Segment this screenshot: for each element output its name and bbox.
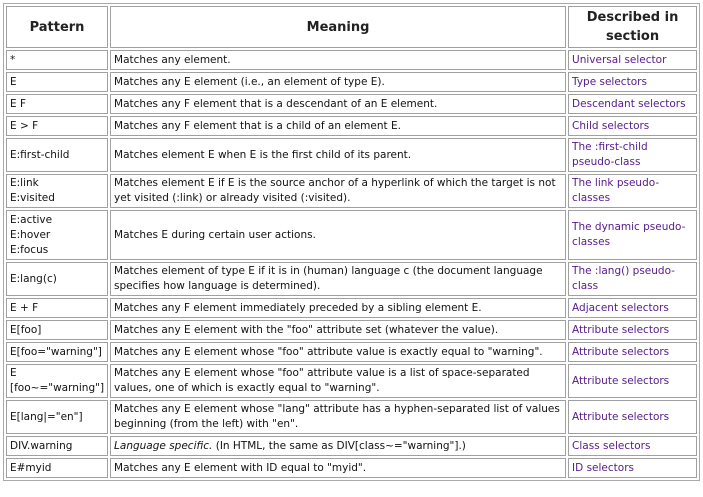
pattern-text: * bbox=[10, 53, 16, 66]
table-row bbox=[6, 342, 697, 362]
meaning-cell: Matches any E element with ID equal to "myid". bbox=[110, 458, 566, 478]
table-row bbox=[6, 436, 697, 456]
header-pattern: Pattern bbox=[6, 6, 108, 48]
section-link[interactable]: Type selectors bbox=[572, 75, 647, 88]
pattern-cell bbox=[6, 50, 108, 70]
pattern-cell bbox=[6, 436, 108, 456]
table-row bbox=[6, 174, 697, 208]
section-link[interactable]: Attribute selectors bbox=[572, 323, 670, 336]
meaning-cell: Matches any E element whose "foo" attribute value is exactly equal to "warning". bbox=[110, 342, 566, 362]
pattern-text: E:lang(c) bbox=[10, 272, 57, 285]
section-cell bbox=[568, 174, 697, 208]
meaning-cell: Matches element of type E if it is in (human) language c (the document language specifies how language is determined). bbox=[110, 262, 566, 296]
pattern-cell bbox=[6, 138, 108, 172]
pattern-cell bbox=[6, 210, 108, 260]
meaning-cell: Matches any element. bbox=[110, 50, 566, 70]
pattern-cell bbox=[6, 342, 108, 362]
section-cell bbox=[568, 116, 697, 136]
section-link[interactable]: The dynamic pseudo-classes bbox=[572, 221, 686, 248]
meaning-cell: Matches any E element whose "foo" attribute value is a list of space-separated values, one of which is exactly equal to "warning". bbox=[110, 364, 566, 398]
section-cell bbox=[568, 298, 697, 318]
section-cell bbox=[568, 320, 697, 340]
pattern-text: E[foo="warning"] bbox=[10, 345, 102, 358]
section-link[interactable]: Class selectors bbox=[572, 439, 651, 452]
meaning-cell: Matches element E when E is the first child of its parent. bbox=[110, 138, 566, 172]
pattern-cell bbox=[6, 262, 108, 296]
pattern-text: E F bbox=[10, 97, 27, 110]
section-cell bbox=[568, 342, 697, 362]
meaning-cell: Matches any F element immediately preceded by a sibling element E. bbox=[110, 298, 566, 318]
meaning-cell: Matches any E element whose "lang" attribute has a hyphen-separated list of values beginning (from the left) with "en". bbox=[110, 400, 566, 434]
header-section bbox=[568, 6, 697, 48]
section-link[interactable]: Adjacent selectors bbox=[572, 301, 669, 314]
pattern-text: E[foo] bbox=[10, 323, 42, 336]
pattern-text: E bbox=[10, 75, 17, 88]
pattern-cell bbox=[6, 116, 108, 136]
pattern-text: E:first-child bbox=[10, 148, 70, 161]
section-cell bbox=[568, 72, 697, 92]
section-cell bbox=[568, 138, 697, 172]
section-link[interactable]: Attribute selectors bbox=[572, 374, 670, 387]
meaning-cell: Matches any E element with the "foo" attribute set (whatever the value). bbox=[110, 320, 566, 340]
section-cell bbox=[568, 458, 697, 478]
table-row bbox=[6, 50, 697, 70]
pattern-cell bbox=[6, 72, 108, 92]
pattern-text: E:visited bbox=[10, 192, 55, 204]
meaning-cell: Matches element E if E is the source anchor of a hyperlink of which the target is not yet visited (:link) or already visited (:visited). bbox=[110, 174, 566, 208]
pattern-text: [foo~="warning"] bbox=[10, 382, 105, 394]
table-row bbox=[6, 210, 697, 260]
section-cell bbox=[568, 400, 697, 434]
pattern-text: E:focus bbox=[10, 243, 49, 256]
section-link[interactable]: Descendant selectors bbox=[572, 97, 686, 110]
pattern-text: E > F bbox=[10, 119, 39, 132]
section-link[interactable]: The link pseudo-classes bbox=[572, 177, 660, 204]
pattern-text: E:link bbox=[10, 177, 39, 189]
table-row bbox=[6, 94, 697, 114]
meaning-cell: Matches any E element (i.e., an element of type E). bbox=[110, 72, 566, 92]
selector-table-wrapper bbox=[3, 3, 700, 481]
table-row bbox=[6, 458, 697, 478]
section-cell bbox=[568, 262, 697, 296]
table-row bbox=[6, 298, 697, 318]
pattern-text: E:hover bbox=[10, 228, 51, 241]
section-link[interactable]: ID selectors bbox=[572, 461, 634, 474]
pattern-cell bbox=[6, 174, 108, 208]
section-cell bbox=[568, 436, 697, 456]
pattern-text: E[lang|="en"] bbox=[10, 410, 83, 423]
header-section-line2: section bbox=[605, 29, 660, 44]
pattern-cell bbox=[6, 320, 108, 340]
section-cell bbox=[568, 364, 697, 398]
selector-pattern-table bbox=[3, 3, 700, 481]
meaning-text: (In HTML, the same as DIV[class~="warning"].) bbox=[212, 439, 466, 452]
section-link[interactable]: The :first-child pseudo-class bbox=[572, 141, 648, 168]
header-section-line1: Described in bbox=[586, 10, 679, 25]
pattern-text: E:active bbox=[10, 213, 53, 226]
section-cell bbox=[568, 50, 697, 70]
section-cell bbox=[568, 210, 697, 260]
pattern-text: E#myid bbox=[10, 461, 52, 474]
pattern-cell bbox=[6, 364, 108, 398]
table-row bbox=[6, 262, 697, 296]
pattern-text: E + F bbox=[10, 301, 39, 314]
meaning-cell: Matches any F element that is a descendant of an E element. bbox=[110, 94, 566, 114]
meaning-cell: Matches any F element that is a child of an element E. bbox=[110, 116, 566, 136]
pattern-cell bbox=[6, 400, 108, 434]
pattern-cell bbox=[6, 298, 108, 318]
table-row bbox=[6, 72, 697, 92]
table-row bbox=[6, 320, 697, 340]
meaning-cell: Matches E during certain user actions. bbox=[110, 210, 566, 260]
section-link[interactable]: Attribute selectors bbox=[572, 345, 670, 358]
table-row bbox=[6, 138, 697, 172]
pattern-text: E bbox=[10, 367, 17, 379]
meaning-emphasis: Language specific. bbox=[114, 439, 213, 452]
table-row bbox=[6, 116, 697, 136]
pattern-cell bbox=[6, 458, 108, 478]
pattern-cell bbox=[6, 94, 108, 114]
table-row bbox=[6, 364, 697, 398]
section-link[interactable]: Universal selector bbox=[572, 53, 667, 66]
pattern-text: DIV.warning bbox=[10, 439, 73, 452]
section-link[interactable]: Child selectors bbox=[572, 119, 650, 132]
header-meaning: Meaning bbox=[110, 6, 566, 48]
section-link[interactable]: Attribute selectors bbox=[572, 410, 670, 423]
section-cell bbox=[568, 94, 697, 114]
table-row bbox=[6, 400, 697, 434]
table-header-row bbox=[6, 6, 697, 48]
meaning-cell bbox=[110, 436, 566, 456]
section-link[interactable]: The :lang() pseudo-class bbox=[572, 265, 675, 292]
